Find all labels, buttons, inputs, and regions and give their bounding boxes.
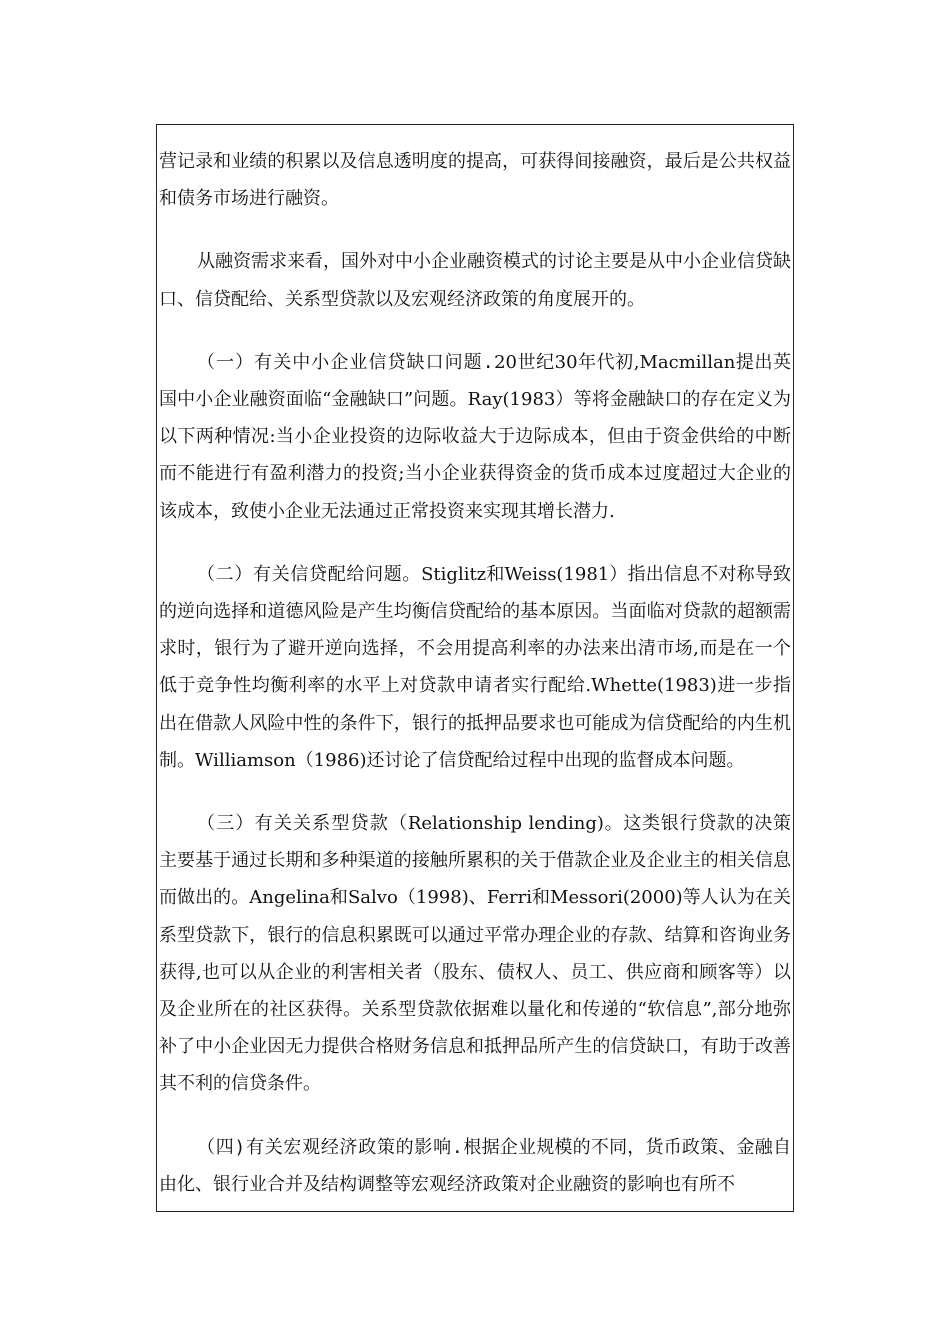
document-body xyxy=(159,143,791,1212)
paragraph-text: 根据企业规模的不同，货币政策、金融自由化、银行业合并及结构调整等宏观经济政策对企业融资的影响也有所不 xyxy=(159,1136,791,1195)
paragraph-text: Stiglitz和Weiss(1981）指出信息不对称导致的逆向选择和道德风险是产生均衡信贷配给的基本原因。当面临对贷款的超额需求时，银行为了避开逆向选择，不会用提高利率的办法来出清市场,而是在一个低于竞争性均衡利率的水平上对贷款申请者实行配给.Whette(1983)进一步指出在借款人风险中性的条件下，银行的抵押品要求也可能成为信贷配给的内生机制。Williamson（1986)还讨论了信贷配给过程中出现的监督成本问题。 xyxy=(159,563,792,771)
section-heading: （二）有关信贷配给问题。 xyxy=(197,563,422,585)
section-heading: （四)有关宏观经济政策的影响. xyxy=(197,1136,464,1158)
paragraph-financing-demand xyxy=(159,243,791,317)
paragraph-credit-rationing xyxy=(159,556,791,779)
paragraph-macro-policy xyxy=(159,1129,791,1203)
paragraph-relationship-lending xyxy=(159,805,791,1103)
paragraph-text: （Relationship lending)。这类银行贷款的决策主要基于通过长期和多种渠道的接触所累积的关于借款企业及企业主的相关信息而做出的。Angelina和Salvo（1998)、Ferri和Messori(2000)等人认为在关系型贷款下，银行的信息积累既可以通过平常办理企业的存款、结算和咨询业务获得,也可以从企业的利害相关者（股东、债权人、员工、供应商和顾客等）以及企业所在的社区获得。关系型贷款依据难以量化和传递的“软信息”,部分地弥补了中小企业因无力提供合格财务信息和抵押品所产生的信贷缺口，有助于改善其不利的信贷条件。 xyxy=(159,813,791,1095)
section-heading: （三）有关关系型贷款 xyxy=(197,813,390,835)
section-heading: （一）有关中小企业信贷缺口问题. xyxy=(197,351,495,373)
document-page-frame xyxy=(156,124,794,1212)
paragraph-text: 从融资需求来看，国外对中小企业融资模式的讨论主要是从中小企业信贷缺口、信贷配给、关系型贷款以及宏观经济政策的角度展开的。 xyxy=(159,251,791,310)
paragraph-credit-gap xyxy=(159,344,791,530)
paragraph-text: 营记录和业绩的积累以及信息透明度的提高，可获得间接融资，最后是公共权益和债务市场进行融资。 xyxy=(159,151,791,210)
paragraph-text: 20世纪30年代初,Macmillan提出英国中小企业融资面临“金融缺口”问题。Ray(1983）等将金融缺口的存在定义为以下两种情况:当小企业投资的边际收益大于边际成本，但由于资金供给的中断而不能进行有盈利潜力的投资;当小企业获得资金的货币成本过度超过大企业的该成本，致使小企业无法通过正常投资来实现其增长潜力. xyxy=(159,351,792,522)
paragraph-continuation xyxy=(159,143,791,217)
